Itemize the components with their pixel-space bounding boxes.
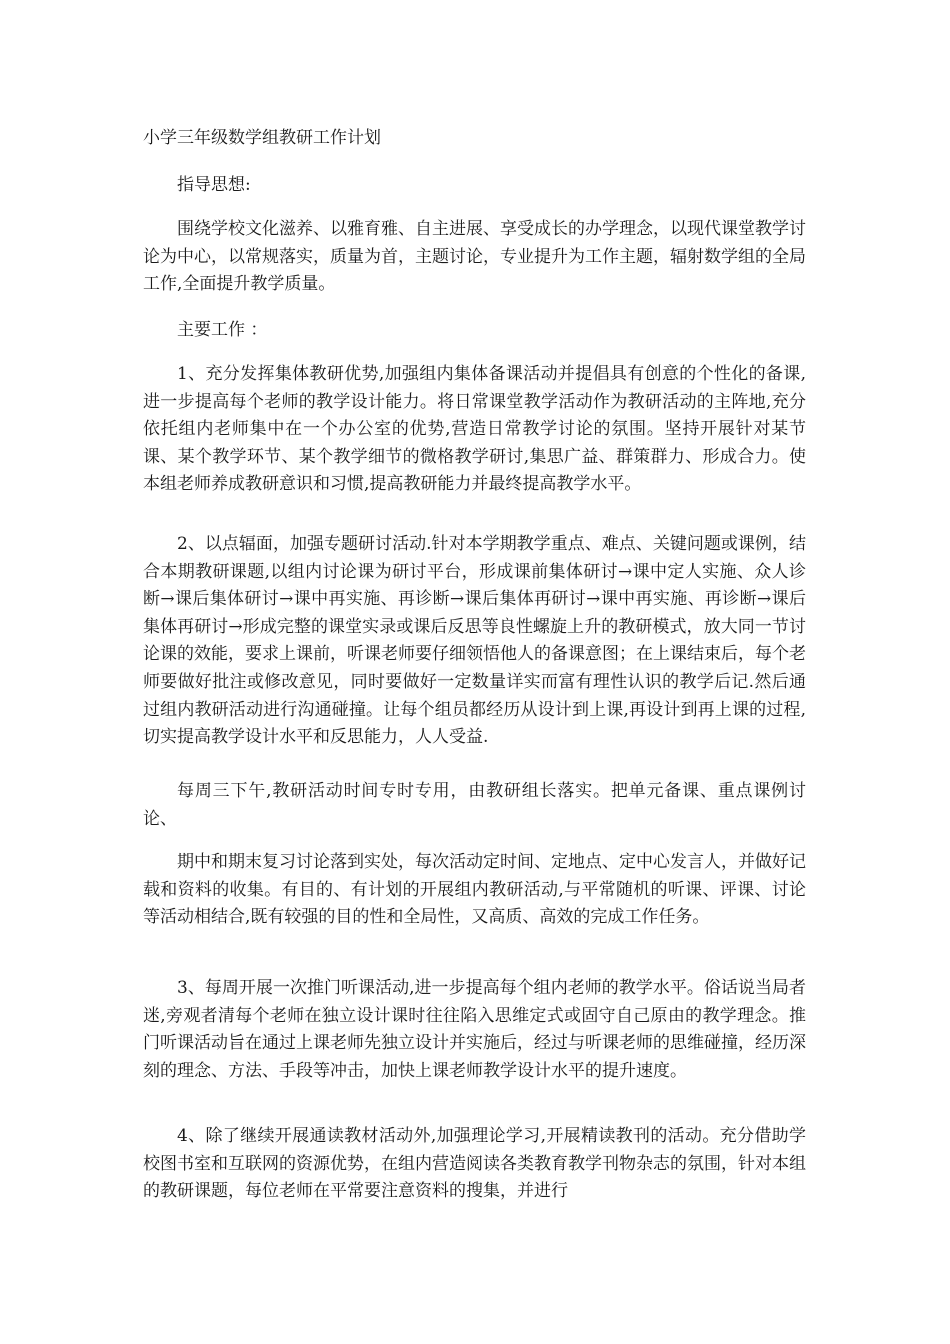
paragraph-guiding-thought: 围绕学校文化滋养、以雅育雅、自主进展、享受成长的办学理念，以现代课堂教学讨论为中心，以常规落实，质量为首，主题讨论，专业提升为工作主题，辐射数学组的全局工作,全面提升教学质量。 xyxy=(143,219,806,295)
paragraph-item-3: 3、每周开展一次推门听课活动,进一步提高每个组内老师的教学水平。俗话说当局者迷,旁观者清每个老师在独立设计课时往往陷入思维定式或固守自己原由的教学理念。推门听课活动旨在通过上课老师先独立设计并实施后，经过与听课老师的思维碰撞，经历深刻的理念、方法、手段等冲击，加快上课老师教学设计水平的提升速度。 xyxy=(143,978,806,1081)
heading-guiding-thought: 指导思想: xyxy=(177,175,251,195)
document-title: 小学三年级数学组教研工作计划 xyxy=(143,128,381,148)
paragraph-weekly: 每周三下午,教研活动时间专时专用，由教研组长落实。把单元备课、重点课例讨论、 xyxy=(143,781,806,829)
paragraph-midterm: 期中和期末复习讨论落到实处，每次活动定时间、定地点、定中心发言人，并做好记载和资料的收集。有目的、有计划的开展组内教研活动,与平常随机的听课、评课、讨论等活动相结合,既有较强的目的性和全局性，又高质、高效的完成工作任务。 xyxy=(143,852,806,928)
paragraph-item-1: 1、充分发挥集体教研优势,加强组内集体备课活动并提倡具有创意的个性化的备课,进一步提高每个老师的教学设计能力。将日常课堂教学活动作为教研活动的主阵地,充分依托组内老师集中在一个办公室的优势,营造日常教学讨论的氛围。坚持开展针对某节课、某个教学环节、某个教学细节的微格教学研讨,集思广益、群策群力、形成合力。使本组老师养成教研意识和习惯,提高教研能力并最终提高教学水平。 xyxy=(143,364,806,495)
paragraph-item-4: 4、除了继续开展通读教材活动外,加强理论学习,开展精读教刊的活动。充分借助学校图书室和互联网的资源优势，在组内营造阅读各类教育教学刊物杂志的氛围，针对本组的教研课题，每位老师在平常要注意资料的搜集，并进行 xyxy=(143,1126,806,1202)
heading-main-work: 主要工作 ： xyxy=(177,320,268,340)
paragraph-item-2: 2、以点辐面，加强专题研讨活动.针对本学期教学重点、难点、关键问题或课例，结合本期教研课题,以组内讨论课为研讨平台，形成课前集体研讨→课中定人实施、众人诊断→课后集体研讨→课中再实施、再诊断→课后集体再研讨→课中再实施、再诊断→课后集体再研讨→形成完整的课堂实录或课后反思等良性螺旋上升的教研模式，放大同一节讨论课的效能，要求上课前，听课老师要仔细领悟他人的备课意图；在上课结束后，每个老师要做好批注或修改意见，同时要做好一定数量详实而富有理性认识的教学后记.然后通过组内教研活动进行沟通碰撞。让每个组员都经历从设计到上课,再设计到再上课的过程,切实提高教学设计水平和反思能力，人人受益. xyxy=(143,534,806,748)
